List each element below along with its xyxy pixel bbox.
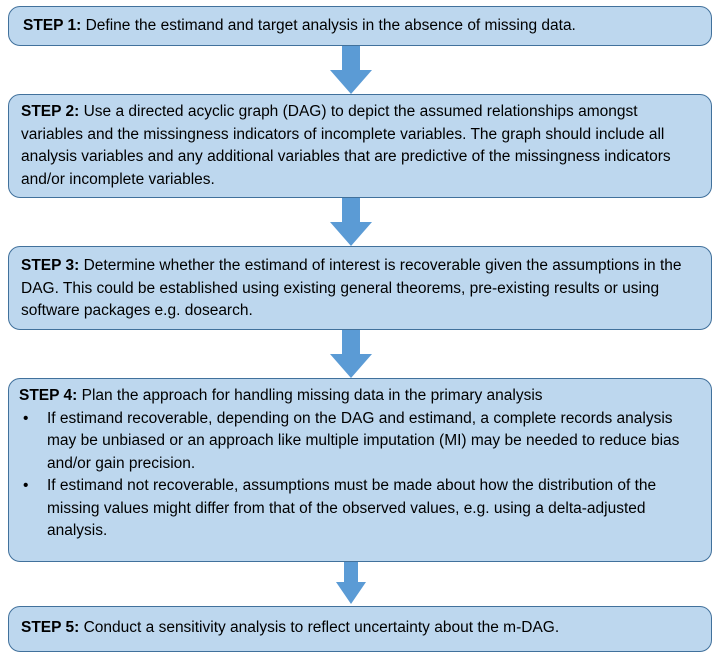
step-4-bullet-text: If estimand not recoverable, assumptions must be made about how the distribution of the missing values might differ from that of the observed values, e.g. using a delta-adjusted analysis. <box>47 477 657 539</box>
step-1-box <box>8 6 712 46</box>
arrow-4-to-5 <box>336 562 366 606</box>
step-5-box <box>8 606 712 652</box>
step-5-text: Conduct a sensitivity analysis to reflect uncertainty about the m-DAG. <box>79 619 560 636</box>
bullet-icon: • <box>23 477 29 494</box>
step-4-text: Plan the approach for handling missing data in the primary analysis <box>77 387 543 404</box>
arrow-3-shape <box>330 330 372 378</box>
step-2-box <box>8 94 712 198</box>
step-4-heading <box>19 385 701 408</box>
step-3-box <box>8 246 712 330</box>
arrow-1-to-2 <box>330 46 372 96</box>
step-4-bullet-list <box>19 408 701 543</box>
step-1-text: Define the estimand and target analysis in the absence of missing data. <box>81 17 576 34</box>
step-4-bullet-item <box>19 408 701 476</box>
arrow-1-shape <box>330 46 372 94</box>
step-3-label: STEP 3: <box>21 257 80 274</box>
step-4-bullet-text: If estimand recoverable, depending on the DAG and estimand, a complete records analysis may be unbiased or an approach like multiple imputation (MI) may be needed to reduce bias and/or gain precision. <box>47 409 680 472</box>
step-3-text: Determine whether the estimand of interest is recoverable given the assumptions in the DAG. This could be established using existing general theorems, pre-existing results or using software packages e.g. dosearch. <box>21 257 682 319</box>
step-2-label: STEP 2: <box>21 103 80 120</box>
arrow-2-shape <box>330 198 372 246</box>
arrow-2-to-3 <box>330 198 372 248</box>
step-1-label: STEP 1: <box>23 17 82 34</box>
step-2-text: Use a directed acyclic graph (DAG) to depict the assumed relationships amongst variables and the missingness indicators of incomplete variables. The graph should include all analysis variables and any additional variables that are predictive of the missingness indicators and/or incomplete variables. <box>21 103 671 188</box>
step-4-box <box>8 378 712 562</box>
step-5-label: STEP 5: <box>21 619 80 636</box>
bullet-icon: • <box>23 409 29 427</box>
step-4-label: STEP 4: <box>19 387 78 404</box>
arrow-4-shape <box>336 562 366 604</box>
step-4-bullet-item <box>19 475 701 543</box>
arrow-3-to-4 <box>330 330 372 380</box>
